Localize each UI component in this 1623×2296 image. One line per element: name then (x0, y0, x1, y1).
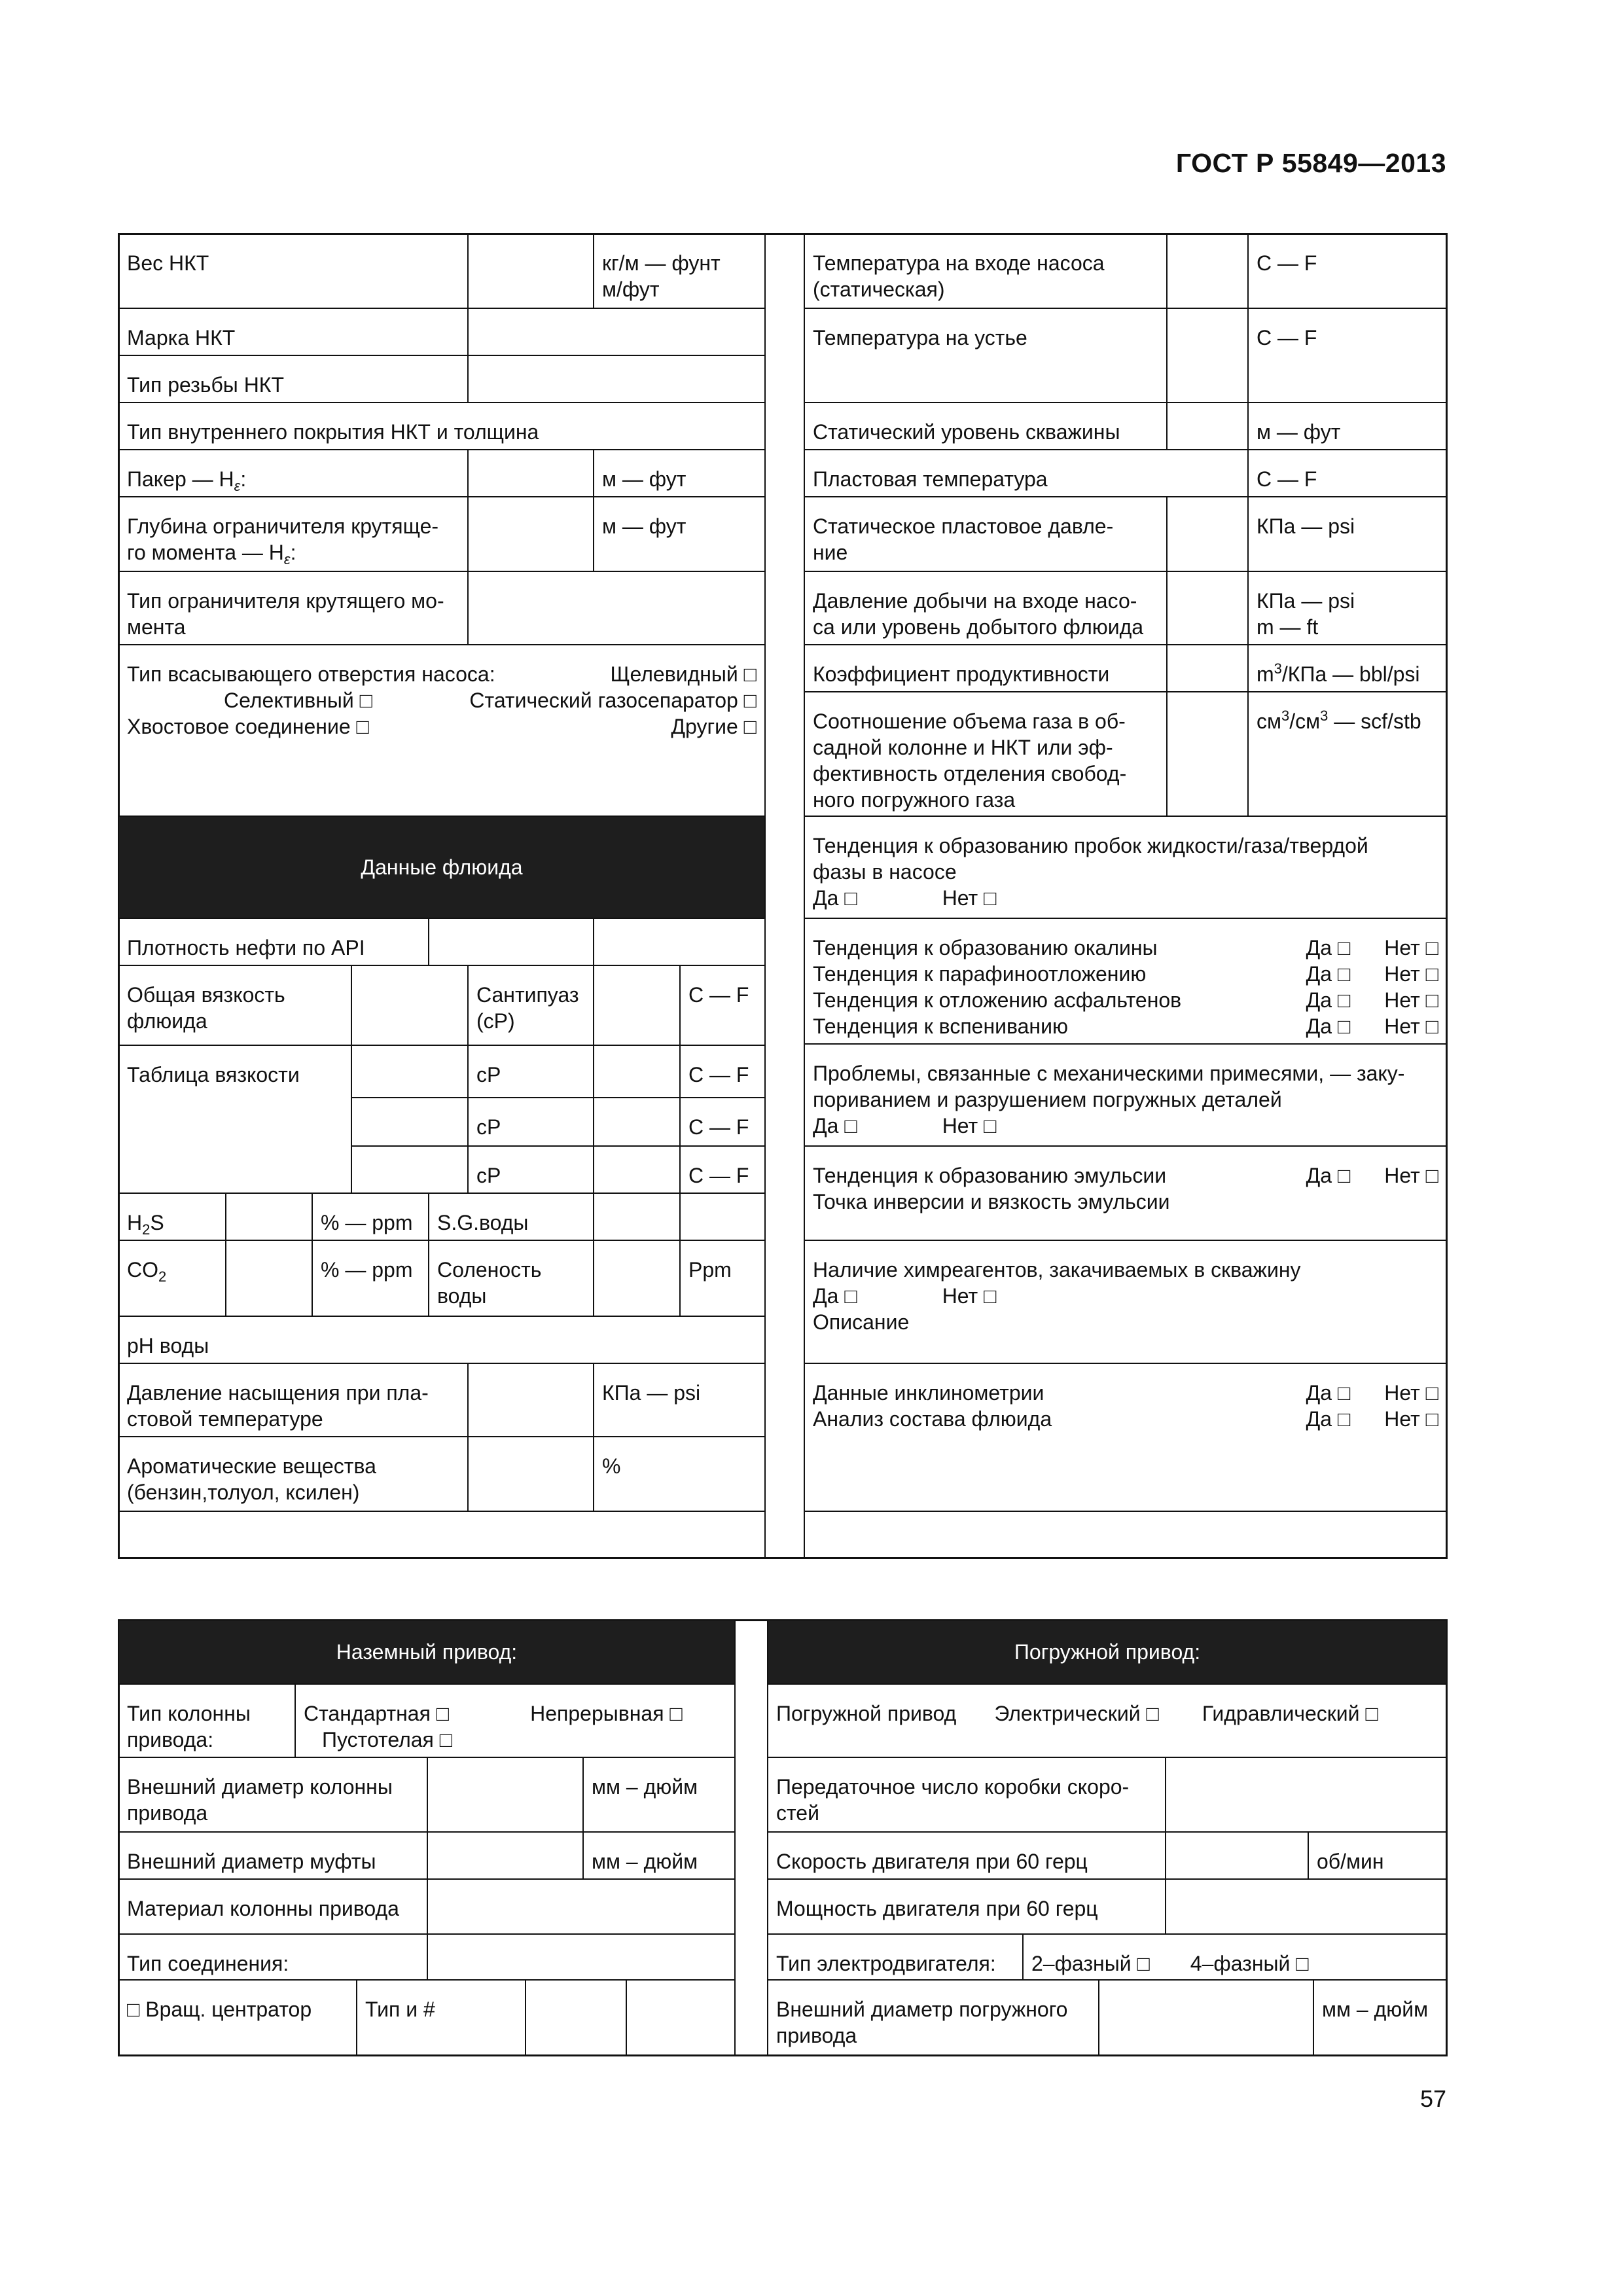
intake-option-gas-separator[interactable]: Статический газосепаратор □ (469, 689, 757, 712)
viscosity-table-unit: cP (467, 1145, 594, 1194)
co2-label: $CO_2$ (118, 1240, 226, 1317)
water-salinity-value[interactable] (593, 1240, 681, 1317)
viscosity-table-value[interactable] (351, 1145, 469, 1194)
tendency-yes-checkbox[interactable]: Да □ (1306, 988, 1351, 1012)
pump-intake-type (118, 644, 766, 817)
wellhead-temp-label: Температура на устье (804, 308, 1168, 403)
api-gravity-unit (593, 918, 766, 966)
viscosity-unit: Сантипуаз (cP) (467, 965, 594, 1046)
static-pressure-unit: КПа — psi (1247, 496, 1448, 572)
water-sg-label: S.G.воды (428, 1193, 594, 1241)
deposit-tendencies (804, 918, 1448, 1045)
gas-ratio-value[interactable] (1166, 691, 1249, 817)
slug-tendency: Тенденция к образованию пробок жидкости/газа/твердой фазы в насосе Да □ Нет □ (804, 816, 1448, 919)
aromatics-label: Ароматические вещества (бензин,толуол, ксилен) (118, 1436, 469, 1512)
tubing-grade-value[interactable] (467, 308, 766, 356)
viscosity-table-temp-value[interactable] (593, 1145, 681, 1194)
emulsion-tendency: Тенденция к образованию эмульсии Да □ Нет □ Точка инверсии и вязкость эмульсии (804, 1145, 1448, 1241)
tendency-no-checkbox[interactable]: Нет □ (1384, 936, 1438, 960)
tendency-row: Тенденция к образованию окалины Да □ Нет □ (813, 936, 1438, 960)
tendency-row: Тенденция к отложению асфальтенов Да □ Нет □ (813, 988, 1438, 1012)
centralizer-label[interactable]: □ Вращ. центратор (118, 1979, 357, 2056)
reservoir-temp-label: Пластовая температура (804, 449, 1249, 497)
wellhead-temp-unit: C — F (1247, 308, 1448, 403)
torque-limiter-type-label: Тип ограничителя крутящего мо- мента (118, 571, 469, 645)
static-pressure-label: Статическое пластовое давле- ние (804, 496, 1168, 572)
productivity-index-value[interactable] (1166, 644, 1249, 692)
intake-type-label: Тип всасывающего отверстия насоса: (127, 662, 495, 686)
torque-limiter-depth-value[interactable] (467, 496, 594, 572)
string-type-options (294, 1683, 736, 1758)
co2-value[interactable] (225, 1240, 313, 1317)
fluid-analysis-yes-checkbox[interactable]: Да □ (1306, 1407, 1351, 1431)
aromatics-unit: % (593, 1436, 766, 1512)
tendency-row: Тенденция к парафиноотложению Да □ Нет □ (813, 962, 1438, 986)
centralizer-count-value[interactable] (626, 1979, 736, 2056)
centralizer-type-label: Тип и # (356, 1979, 526, 2056)
centralizer-type-value[interactable] (525, 1979, 627, 2056)
motor-type-options (1022, 1933, 1448, 1981)
coupling-od-label: Внешний диаметр муфты (118, 1831, 428, 1880)
pump-intake-temp-label: Температура на входе насоса (статическая) (804, 233, 1168, 309)
viscosity-table-value[interactable] (351, 1045, 469, 1098)
column-gutter (764, 233, 805, 1559)
motor-power-label: Мощность двигателя при 60 герц (767, 1878, 1166, 1935)
viscosity-value[interactable] (351, 965, 469, 1046)
fluid-data-header: Данные флюида (118, 816, 766, 919)
pump-intake-temp-unit: C — F (1247, 233, 1448, 309)
string-continuous-checkbox[interactable]: Непрерывная □ (530, 1702, 683, 1725)
coupling-od-unit: мм – дюйм (582, 1831, 736, 1880)
intake-option-other[interactable]: Другие □ (671, 715, 757, 738)
packer-unit: м — фут (593, 449, 766, 497)
rod-material-value[interactable] (427, 1878, 736, 1935)
viscosity-table-temp-value[interactable] (593, 1045, 681, 1098)
rod-od-label: Внешний диаметр колонны привода (118, 1757, 428, 1833)
drive-electric-checkbox[interactable]: Электрический □ (994, 1702, 1159, 1725)
static-level-label: Статический уровень скважины (804, 402, 1168, 450)
tubing-weight-label: Вес НКТ (118, 233, 469, 309)
viscosity-table-label: Таблица вязкости (118, 1045, 352, 1194)
saturation-pressure-label: Давление насыщения при пла- стовой температуре (118, 1363, 469, 1437)
viscosity-table-unit: cP (467, 1097, 594, 1147)
viscosity-temp-value[interactable] (593, 965, 681, 1046)
viscosity-temp-unit: C — F (679, 965, 766, 1046)
motor-speed-label: Скорость двигателя при 60 герц (767, 1831, 1166, 1880)
saturation-pressure-value[interactable] (467, 1363, 594, 1437)
intake-option-slotted[interactable]: Щелевидный □ (610, 662, 757, 686)
api-gravity-value[interactable] (428, 918, 594, 966)
survey-no-checkbox[interactable]: Нет □ (1384, 1381, 1438, 1405)
chemicals-no-checkbox[interactable]: Нет □ (942, 1284, 997, 1308)
water-sg-unit (679, 1193, 766, 1241)
connection-type-value[interactable] (427, 1933, 736, 1981)
viscosity-table-value[interactable] (351, 1097, 469, 1147)
flowing-pressure-label: Давление добычи на входе насо- са или уровень добытого флюида (804, 571, 1168, 645)
water-salinity-unit: Ppm (679, 1240, 766, 1317)
tubing-thread-value[interactable] (467, 355, 766, 403)
static-level-value[interactable] (1166, 402, 1249, 450)
viscosity-table-temp-value[interactable] (593, 1097, 681, 1147)
drive-od-unit: мм – дюйм (1313, 1979, 1448, 2056)
right-empty-row (804, 1511, 1448, 1559)
packer-value[interactable] (467, 449, 594, 497)
tendency-yes-checkbox[interactable]: Да □ (1306, 962, 1351, 986)
wellhead-temp-value[interactable] (1166, 308, 1249, 403)
solids-no-checkbox[interactable]: Нет □ (942, 1114, 997, 1138)
tendency-no-checkbox[interactable]: Нет □ (1384, 962, 1438, 986)
tubing-coating-label: Тип внутреннего покрытия НКТ и толщина (118, 402, 766, 450)
pump-intake-temp-value[interactable] (1166, 233, 1249, 309)
tendency-yes-checkbox[interactable]: Да □ (1306, 936, 1351, 960)
emulsion-yes-checkbox[interactable]: Да □ (1306, 1164, 1351, 1187)
string-hollow-checkbox[interactable]: Пустотелая □ (322, 1728, 453, 1751)
drive-od-value[interactable] (1098, 1979, 1314, 2056)
drive-table-gutter (734, 1619, 768, 2056)
solids-problems: Проблемы, связанные с механическими примесями, — заку- пориванием и разрушением погружных деталей Да □ Нет □ (804, 1043, 1448, 1147)
co2-unit: % — ppm (312, 1240, 429, 1317)
string-type-label: Тип колонны привода: (118, 1683, 296, 1758)
tubing-weight-value[interactable] (467, 233, 594, 309)
gear-ratio-label: Передаточное число коробки скоро- стей (767, 1757, 1166, 1833)
tendency-yes-checkbox[interactable]: Да □ (1306, 1014, 1351, 1038)
productivity-index-unit: $m^3$/КПа — bbl/psi (1247, 644, 1448, 692)
viscosity-table-temp-unit: C — F (679, 1097, 766, 1147)
rod-od-unit: мм – дюйм (582, 1757, 736, 1833)
gear-ratio-value[interactable] (1165, 1757, 1448, 1833)
motor-2phase-checkbox[interactable]: 2–фазный □ (1031, 1952, 1150, 1975)
downhole-drive-header: Погружной привод: (767, 1619, 1448, 1685)
fluid-analysis-no-checkbox[interactable]: Нет □ (1384, 1407, 1438, 1431)
chemicals-yes-checkbox[interactable]: Да □ (813, 1284, 857, 1308)
drive-od-label: Внешний диаметр погружного привода (767, 1979, 1099, 2056)
flowing-pressure-value[interactable] (1166, 571, 1249, 645)
chemicals-description-label: Описание (813, 1310, 910, 1334)
motor-4phase-checkbox[interactable]: 4–фазный □ (1190, 1952, 1309, 1975)
motor-power-value[interactable] (1165, 1878, 1448, 1935)
left-empty-row (118, 1511, 766, 1559)
h2s-value[interactable] (225, 1193, 313, 1241)
tendency-no-checkbox[interactable]: Нет □ (1384, 1014, 1438, 1038)
static-level-unit: м — фут (1247, 402, 1448, 450)
productivity-index-label: Коэффициент продуктивности (804, 644, 1168, 692)
document-code: ГОСТ Р 55849—2013 (1175, 148, 1446, 178)
drive-hydraulic-checkbox[interactable]: Гидравлический □ (1202, 1702, 1378, 1725)
viscosity-label: Общая вязкость флюида (118, 965, 352, 1046)
coupling-od-value[interactable] (427, 1831, 584, 1880)
tubing-grade-label: Марка НКТ (118, 308, 469, 356)
intake-option-tail-joint[interactable]: Хвостовое соединение □ (127, 715, 369, 738)
h2s-unit: % — ppm (312, 1193, 429, 1241)
water-ph-label: pH воды (118, 1316, 766, 1364)
tubing-weight-unit: кг/м — фунт м/фут (593, 233, 766, 309)
rod-material-label: Материал колонны привода (118, 1878, 428, 1935)
tubing-thread-label: Тип резьбы НКТ (118, 355, 469, 403)
static-pressure-value[interactable] (1166, 496, 1249, 572)
gas-ratio-label: Соотношение объема газа в об- садной колонне и НКТ или эф- фективность отделения свобод- ного погружного газа (804, 691, 1168, 817)
connection-type-label: Тип соединения: (118, 1933, 428, 1981)
h2s-label: $H_2S$ (118, 1193, 226, 1241)
flowing-pressure-unit: КПа — psi m — ft (1247, 571, 1448, 645)
tendency-no-checkbox[interactable]: Нет □ (1384, 988, 1438, 1012)
api-gravity-label: Плотность нефти по API (118, 918, 429, 966)
page-number: 57 (1419, 2085, 1446, 2112)
downhole-drive-type: Погружной привод Электрический □ Гидравлический □ (767, 1683, 1448, 1758)
tendency-row: Тенденция к вспениванию Да □ Нет □ (813, 1014, 1438, 1038)
solids-yes-checkbox[interactable]: Да □ (813, 1114, 857, 1138)
water-salinity-label: Соленость воды (428, 1240, 594, 1317)
motor-speed-value[interactable] (1165, 1831, 1309, 1880)
torque-limiter-type-value[interactable] (467, 571, 766, 645)
emulsion-no-checkbox[interactable]: Нет □ (1384, 1164, 1438, 1187)
aromatics-value[interactable] (467, 1436, 594, 1512)
surface-drive-header: Наземный привод: (118, 1619, 736, 1685)
torque-limiter-depth-label: Глубина ограничителя крутяще- го момента — $H_\varepsilon$: (118, 496, 469, 572)
reservoir-temp-unit: C — F (1247, 449, 1448, 497)
gas-ratio-unit: $см^3/см^3$ — scf/stb (1247, 691, 1448, 817)
viscosity-table-temp-unit: C — F (679, 1145, 766, 1194)
packer-label: Пакер — $H_\varepsilon$: (118, 449, 469, 497)
slug-yes-checkbox[interactable]: Да □ (813, 886, 857, 910)
injected-chemicals: Наличие химреагентов, закачиваемых в скважину Да □ Нет □ Описание (804, 1240, 1448, 1364)
water-sg-value[interactable] (593, 1193, 681, 1241)
slug-no-checkbox[interactable]: Нет □ (942, 886, 997, 910)
viscosity-table-unit: cP (467, 1045, 594, 1098)
string-standard-checkbox[interactable]: Стандартная □ (304, 1702, 450, 1725)
survey-yes-checkbox[interactable]: Да □ (1306, 1381, 1351, 1405)
motor-speed-unit: об/мин (1308, 1831, 1448, 1880)
torque-limiter-depth-unit: м — фут (593, 496, 766, 572)
rod-od-value[interactable] (427, 1757, 584, 1833)
viscosity-table-temp-unit: C — F (679, 1045, 766, 1098)
saturation-pressure-unit: КПа — psi (593, 1363, 766, 1437)
survey-data: Данные инклинометрии Да □ Нет □ Анализ состава флюида Да □ Нет □ (804, 1363, 1448, 1512)
motor-type-label: Тип электродвигателя: (767, 1933, 1024, 1981)
intake-option-selective[interactable]: Селективный □ (224, 689, 372, 712)
